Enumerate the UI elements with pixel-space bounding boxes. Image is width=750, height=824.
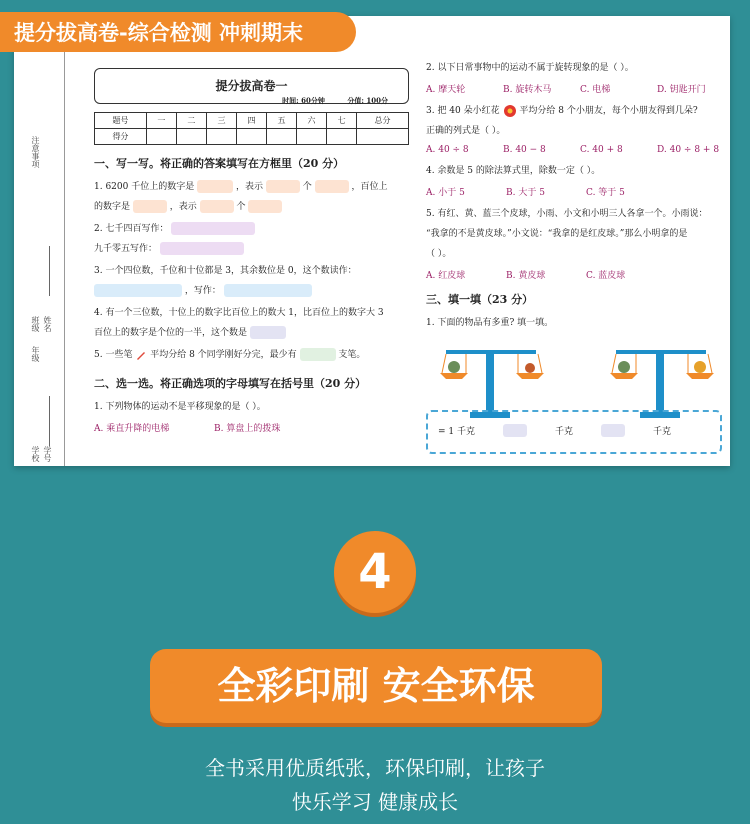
answer-blank[interactable]: [266, 180, 300, 193]
table-cell: 题号: [95, 113, 147, 129]
table-cell: 七: [327, 113, 357, 129]
options: [94, 421, 409, 434]
banner: 提分拔高卷-综合检测 冲刺期末: [0, 12, 356, 52]
options: [426, 145, 730, 155]
weights-answer-box: [426, 410, 722, 454]
feature-description-line2: 快乐学习 健康成长: [291, 790, 459, 814]
answer-blank[interactable]: [503, 424, 527, 437]
question-4-right: 4. 余数是 5 的除法算式里，除数一定（ ）。: [426, 166, 601, 176]
option-b[interactable]: B. 黄皮球: [506, 271, 546, 281]
unit-label: 千克: [555, 427, 574, 437]
feature-description-line1: 全书采用优质纸张，环保印刷，让孩子: [205, 756, 545, 780]
unit-label: = 1 千克: [438, 427, 475, 437]
question-3-right: 3. 把 40 朵小红花 平均分给 8 个小朋友，每个小朋友得到几朵? 正确的列式是（ ）。: [426, 101, 730, 141]
flower-icon: [503, 104, 517, 118]
unit-label: 千克: [653, 427, 672, 437]
feature-headline: 全彩印刷 安全环保: [150, 649, 602, 723]
option-b[interactable]: B. 40 − 8: [503, 145, 546, 155]
class-label: 班级: [31, 316, 40, 332]
option-d[interactable]: D. 40 ÷ 8 + 8: [657, 145, 720, 155]
school-label: 学校: [31, 446, 40, 462]
name-label: 姓名: [43, 316, 52, 332]
option-c[interactable]: C. 等于 5: [586, 188, 625, 198]
answer-blank[interactable]: [248, 200, 282, 213]
exam-info: [262, 97, 388, 105]
question-5: 5. 一些笔 平均分给 8 个同学刚好分完，最少有 支笔。: [94, 350, 366, 360]
question-3: 3. 一个四位数，千位和十位都是 3，其余数位是 0，这个数读作： ，写作：: [94, 266, 357, 296]
question-2: 2. 七千四百写作： 九千零五写作：: [94, 219, 409, 259]
notice-label: 注意事项: [31, 136, 40, 168]
pencil-icon: [135, 349, 147, 361]
table-cell: 一: [146, 113, 176, 129]
answer-blank[interactable]: [601, 424, 625, 437]
id-label: 学号: [43, 446, 52, 462]
option-d[interactable]: D. 钥匙开门: [657, 85, 706, 95]
exam-title-box: [94, 68, 409, 104]
question-4: 4. 有一个三位数，十位上的数字比百位上的数大 1，比百位上的数字大 3 百位上的数字是个位的一半，这个数是: [94, 308, 384, 338]
answer-blank[interactable]: [224, 284, 312, 297]
question-2-right: 2. 以下日常事物中的运动不属于旋转现象的是（ ）。: [426, 63, 634, 73]
table-cell: 二: [176, 113, 206, 129]
table-cell: 四: [236, 113, 266, 129]
answer-blank[interactable]: [160, 242, 244, 255]
exam-score: 分值: 100分: [347, 96, 388, 105]
options: [426, 185, 730, 198]
answer-blank[interactable]: [200, 200, 234, 213]
table-cell: 六: [297, 113, 327, 129]
exam-paper-preview: [14, 16, 730, 466]
section2-question-1: 1. 下列物体的运动不是平移现象的是（ ）。: [94, 402, 266, 412]
table-cell: 得分: [95, 129, 147, 145]
score-table: [94, 112, 409, 145]
score-table-header: [95, 113, 409, 129]
option-a[interactable]: A. 红皮球: [426, 271, 466, 281]
answer-blank[interactable]: [94, 284, 182, 297]
option-b[interactable]: B. 大于 5: [506, 188, 545, 198]
option-c[interactable]: C. 电梯: [580, 85, 611, 95]
options: [426, 268, 730, 281]
answer-blank[interactable]: [171, 222, 255, 235]
section2-title: 二、选一选。将正确选项的字母填写在括号里（20 分）: [94, 377, 367, 390]
answer-blank[interactable]: [133, 200, 167, 213]
section3-question-1: 1. 下面的物品有多重? 填一填。: [426, 318, 554, 328]
answer-blank[interactable]: [300, 348, 336, 361]
table-cell: 三: [206, 113, 236, 129]
option-c[interactable]: C. 蓝皮球: [586, 271, 626, 281]
table-cell: 五: [267, 113, 297, 129]
section3-title: 三、填一填（23 分）: [426, 293, 534, 306]
answer-blank[interactable]: [197, 180, 233, 193]
question-1: 1. 6200 千位上的数字是 ，表示 个 ，百位上 的数字是 ，表示 个: [94, 182, 388, 212]
option-a[interactable]: A. 摩天轮: [426, 85, 466, 95]
left-column: [94, 68, 409, 440]
answer-blank[interactable]: [250, 326, 286, 339]
table-cell: 总分: [357, 113, 409, 129]
exam-time: 时间: 60分钟: [282, 96, 325, 105]
feature-number-badge: 4: [334, 531, 416, 613]
option-b[interactable]: B. 算盘上的拨珠: [214, 424, 281, 434]
grade-label: 年级: [31, 346, 40, 362]
right-column: [426, 56, 730, 425]
option-a[interactable]: A. 乘直升降的电梯: [94, 424, 170, 434]
option-a[interactable]: A. 小于 5: [426, 188, 465, 198]
paper-sidebar: [14, 16, 65, 466]
section1-title: 一、写一写。将正确的答案填写在方框里（20 分）: [94, 157, 345, 170]
question-5-right: 5. 有红、黄、蓝三个皮球，小雨、小文和小明三人各拿一个。小雨说： “我拿的不是黄皮球。”小文说：“我拿的是红皮球。”那么小明拿的是 （ ）。: [426, 209, 708, 259]
options: [426, 82, 730, 95]
answer-blank[interactable]: [315, 180, 349, 193]
score-table-row: [95, 129, 409, 145]
option-b[interactable]: B. 旋转木马: [503, 85, 552, 95]
option-c[interactable]: C. 40 + 8: [580, 145, 623, 155]
exam-title: 提分拔高卷一: [215, 79, 288, 93]
option-a[interactable]: A. 40 ÷ 8: [426, 145, 469, 155]
